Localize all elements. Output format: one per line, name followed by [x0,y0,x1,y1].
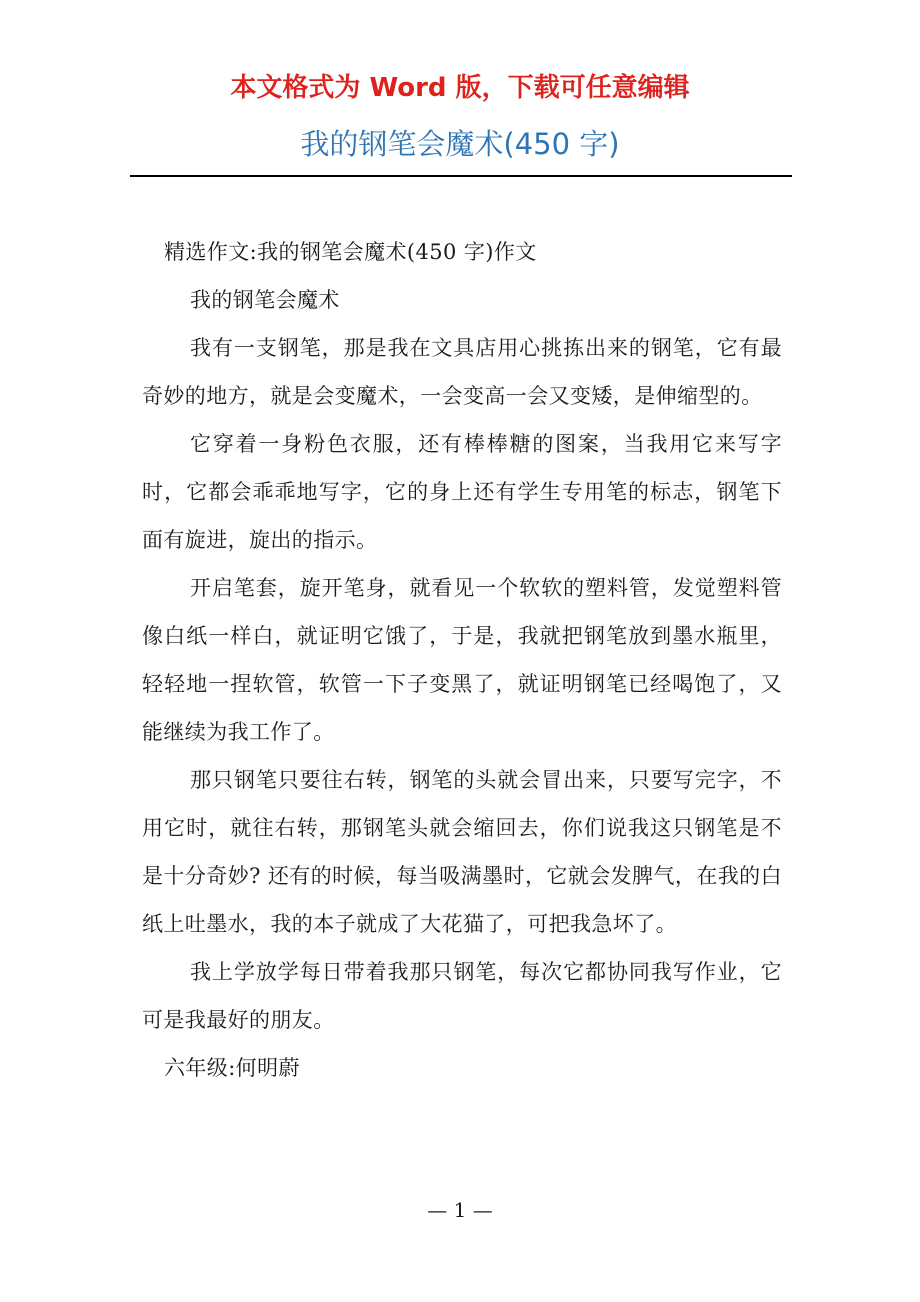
title-divider [130,175,792,177]
intro-line: 精选作文:我的钢笔会魔术(450 字)作文 [164,240,537,264]
paragraph-3: 开启笔套，旋开笔身，就看见一个软软的塑料管，发觉塑料管像白纸一样白，就证明它饿了，于是，我就把钢笔放到墨水瓶里，轻轻地一捏软管，软管一下子变黑了，就证明钢笔已经喝饱了，又能继续为我工作了。 [142,576,782,744]
paragraph-5: 我上学放学每日带着我那只钢笔，每次它都协同我写作业，它可是我最好的朋友。 [142,960,782,1032]
author-line: 六年级:何明蔚 [164,1056,300,1080]
document-title: 我的钢笔会魔术(450 字) [300,127,620,161]
page-number: — 1 — [427,1198,493,1222]
paragraph-2: 它穿着一身粉色衣服，还有棒棒糖的图案，当我用它来写字时，它都会乖乖地写字，它的身上还有学生专用笔的标志，钢笔下面有旋进，旋出的指示。 [142,432,782,552]
paragraph-1: 我有一支钢笔，那是我在文具店用心挑拣出来的钢笔，它有最奇妙的地方，就是会变魔术，一会变高一会又变矮，是伸缩型的。 [142,336,782,408]
article-body [142,228,782,1092]
article-subtitle: 我的钢笔会魔术 [190,288,340,312]
paragraph-4: 那只钢笔只要往右转，钢笔的头就会冒出来，只要写完字，不用它时，就往右转，那钢笔头就会缩回去，你们说我这只钢笔是不是十分奇妙? 还有的时候，每当吸满墨时，它就会发脾气，在我的白纸上吐墨水，我的本子就成了大花猫了，可把我急坏了。 [142,768,782,936]
word-format-banner: 本文格式为 Word 版，下载可任意编辑 [230,73,690,103]
